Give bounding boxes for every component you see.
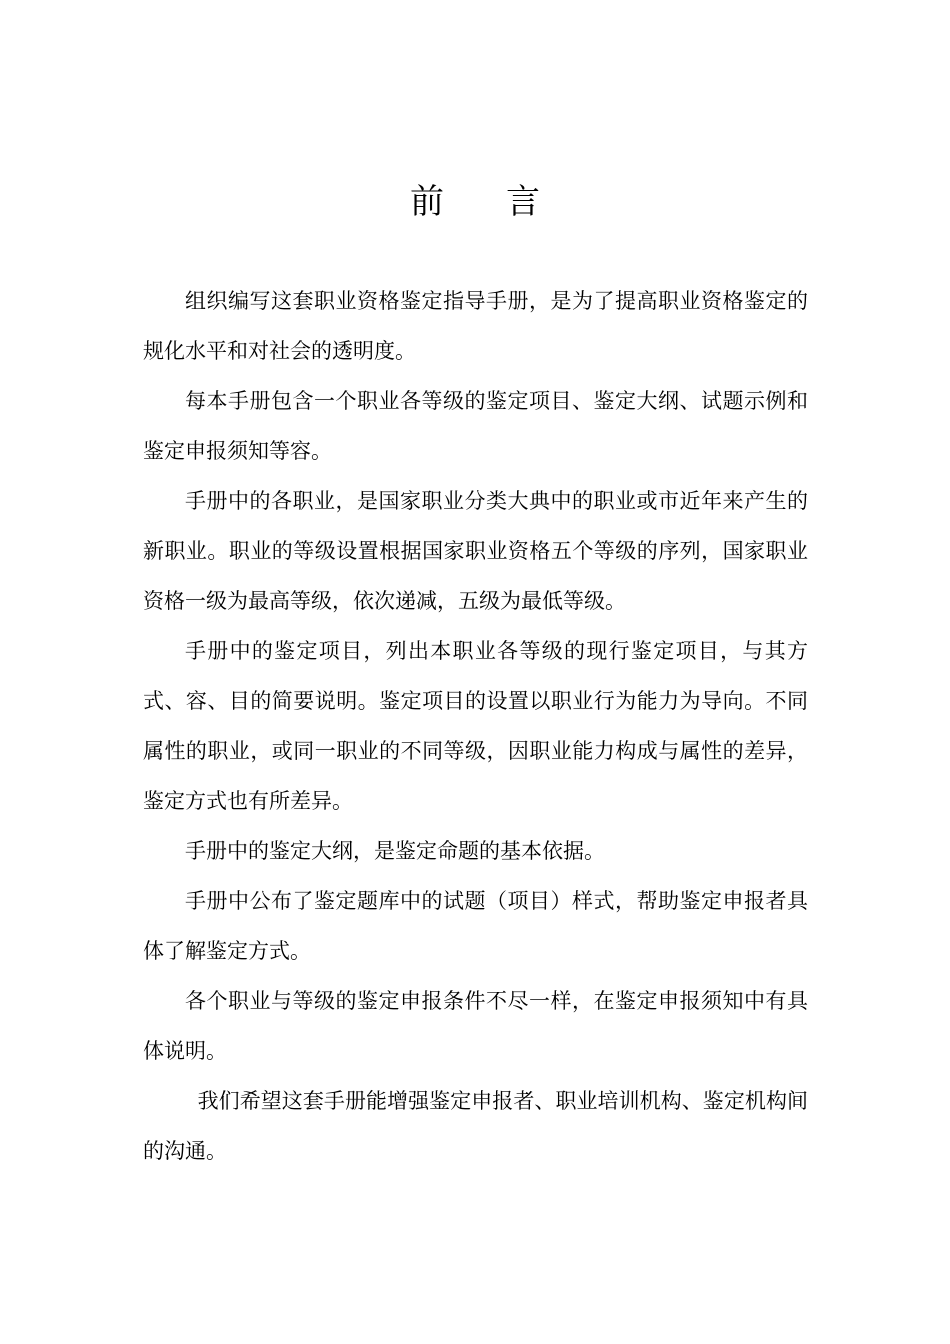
paragraph-7: 各个职业与等级的鉴定申报条件不尽一样，在鉴定申报须知中有具体说明。 [143, 989, 808, 1063]
preface-body [143, 276, 808, 1176]
paragraph-4: 手册中的鉴定项目，列出本职业各等级的现行鉴定项目，与其方式、容、目的简要说明。鉴定项目的设置以职业行为能力为导向。不同属性的职业，或同一职业的不同等级，因职业能力构成与属性的差异，鉴定方式也有所差异。 [143, 639, 808, 813]
paragraph-1: 组织编写这套职业资格鉴定指导手册，是为了提高职业资格鉴定的规化水平和对社会的透明度。 [143, 289, 808, 363]
paragraph-2: 每本手册包含一个职业各等级的鉴定项目、鉴定大纲、试题示例和鉴定申报须知等容。 [143, 389, 808, 463]
page-title [0, 176, 950, 228]
title-char-right: 言 [506, 182, 540, 222]
title-char-left: 前 [410, 182, 444, 222]
paragraph-6: 手册中公布了鉴定题库中的试题（项目）样式，帮助鉴定申报者具体了解鉴定方式。 [143, 889, 808, 963]
paragraph-3: 手册中的各职业，是国家职业分类大典中的职业或市近年来产生的新职业。职业的等级设置根据国家职业资格五个等级的序列，国家职业资格一级为最高等级，依次递减，五级为最低等级。 [143, 489, 808, 613]
paragraph-5: 手册中的鉴定大纲，是鉴定命题的基本依据。 [185, 839, 605, 863]
paragraph-8: 我们希望这套手册能增强鉴定申报者、职业培训机构、鉴定机构间的沟通。 [143, 1089, 808, 1163]
